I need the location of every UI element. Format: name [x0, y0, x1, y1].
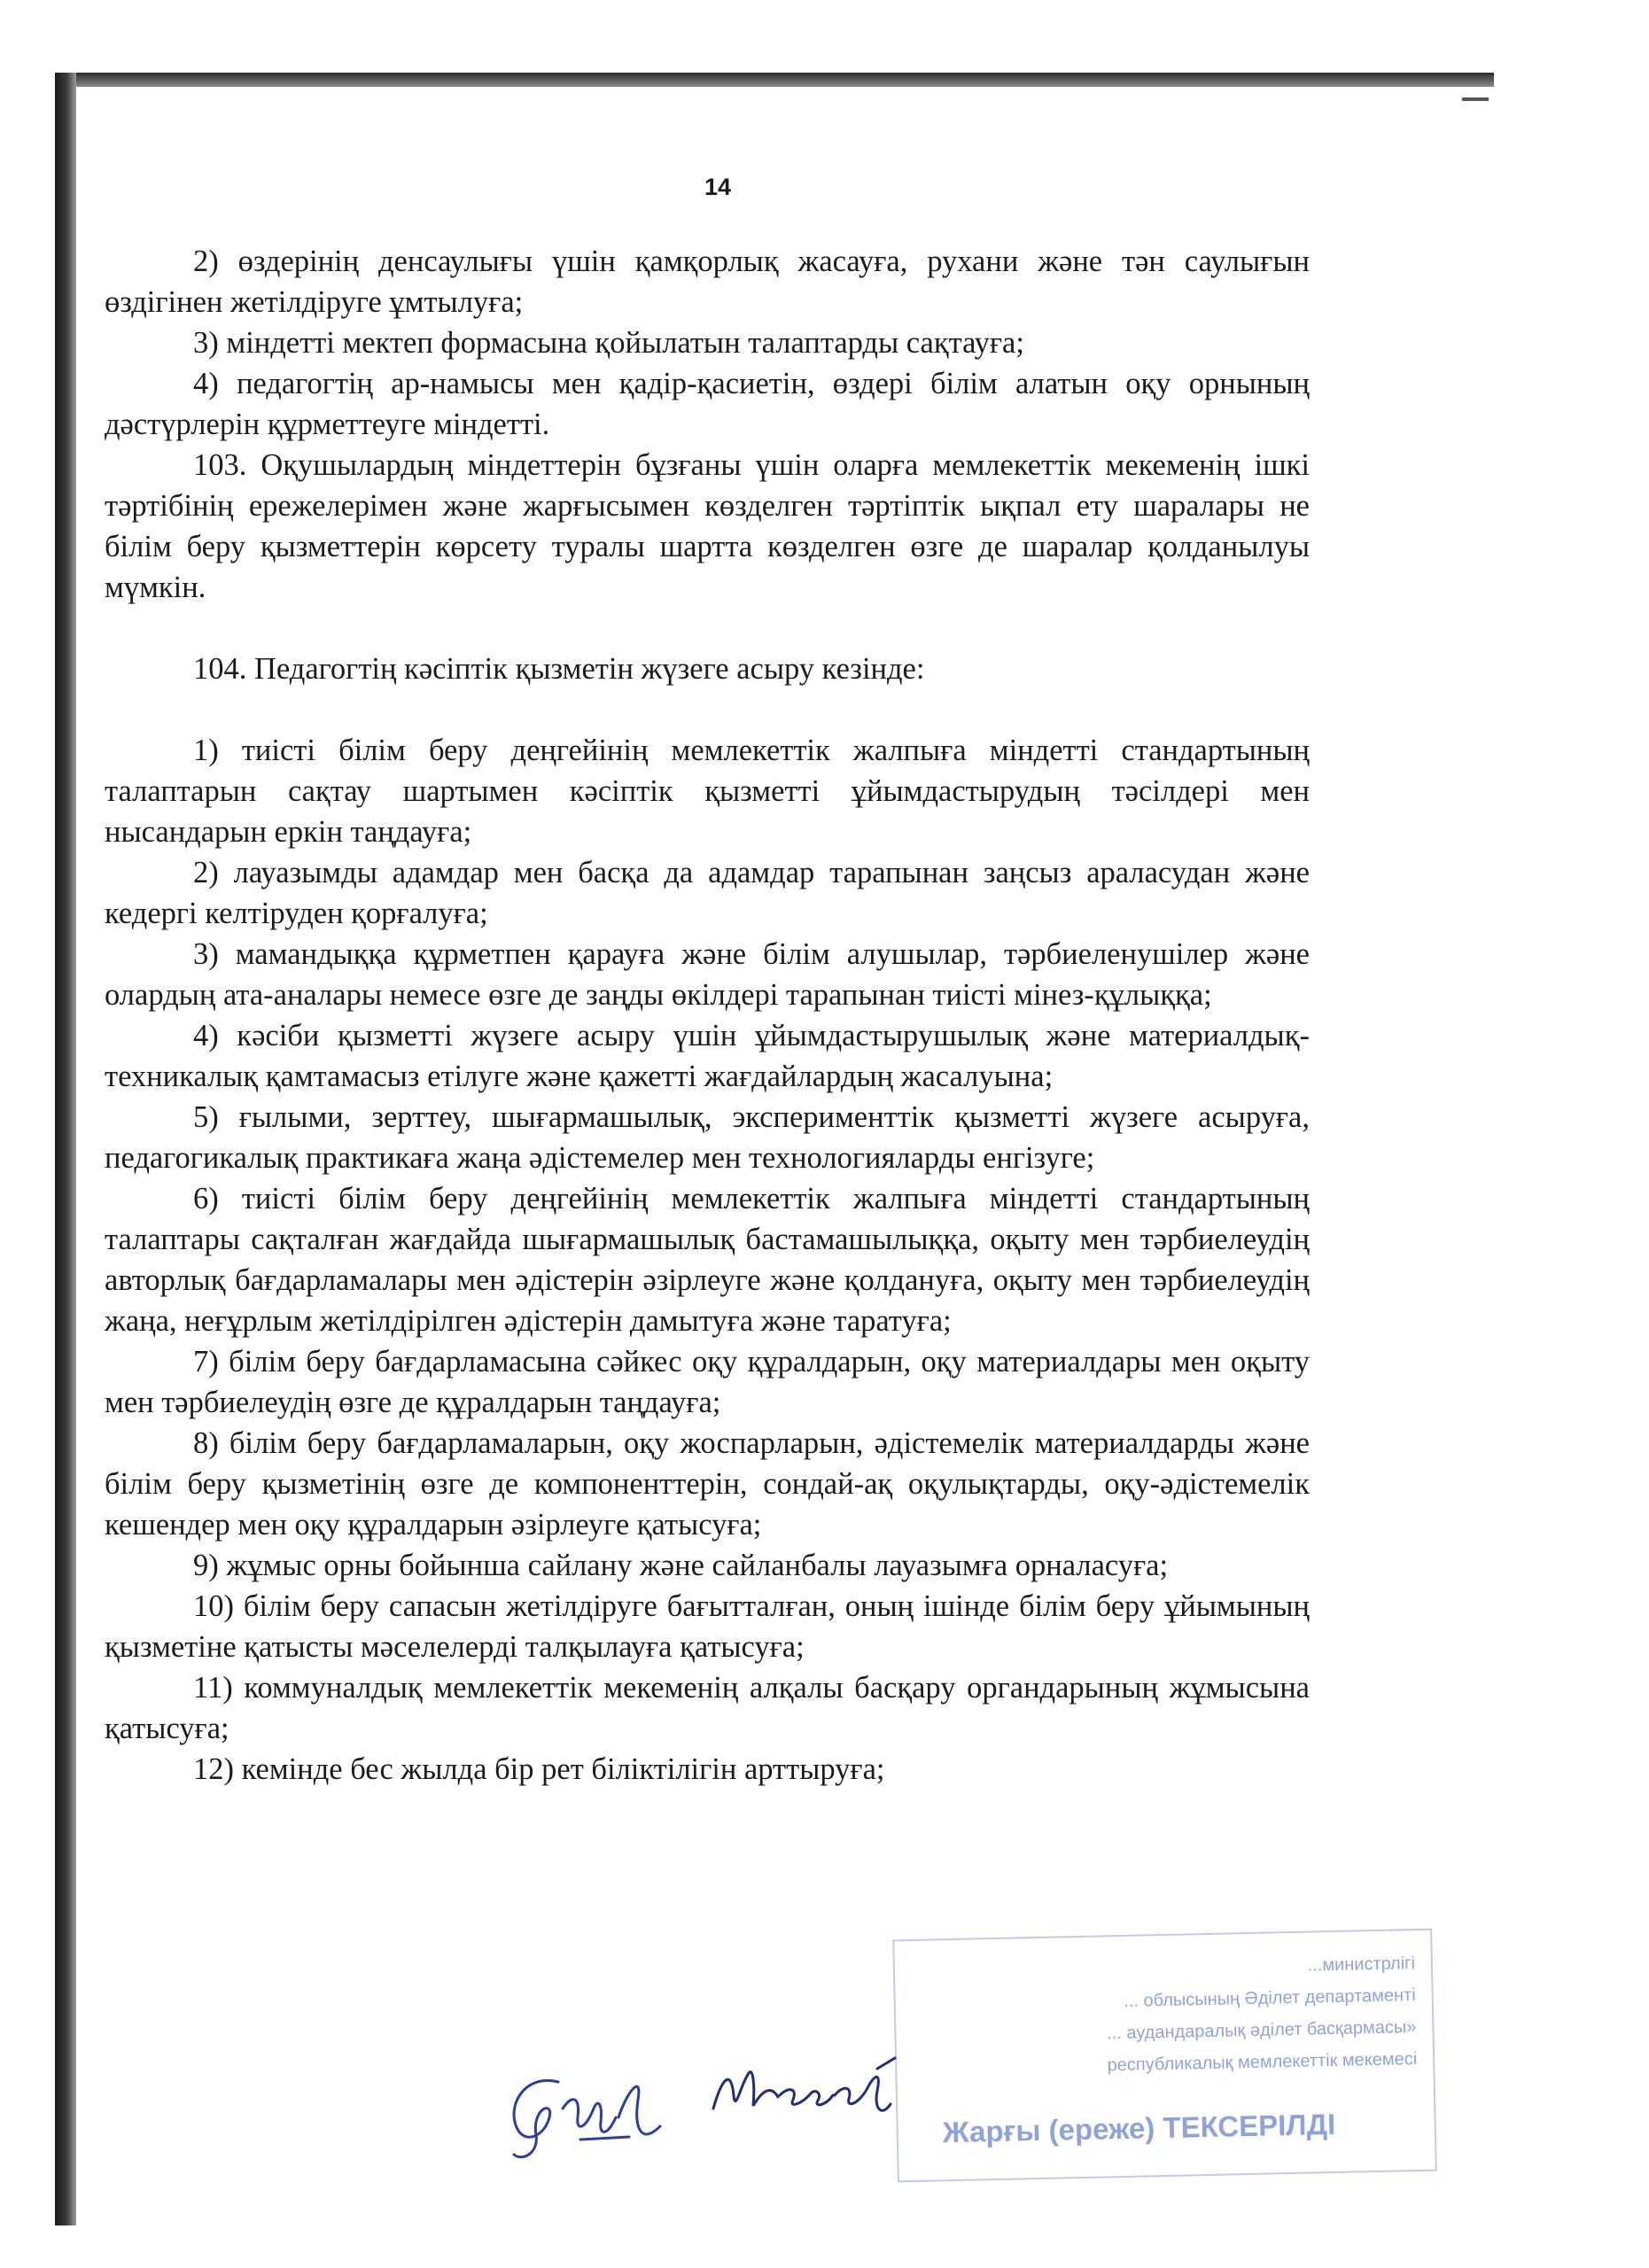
- stamp-title: Жарғы (ереже) ТЕКСЕРІЛДІ: [942, 2107, 1336, 2149]
- paragraph-104-item-11: 11) коммуналдық мемлекеттік мекеменің алқалы басқару органдарының жұмысына қатысуға;: [105, 1671, 1310, 1745]
- paragraph-104-item-10: 10) білім беру сапасын жетілдіруге бағытталған, оның ішінде білім беру ұйымының қызметіне қатысты мәселелерді талқылауға қатысуға;: [105, 1589, 1310, 1664]
- paragraph-item-2: 2) өздерінің денсаулығы үшін қамқорлық жасауға, рухани және тән саулығын өздігінен жетілдіруге ұмтылуға;: [105, 245, 1310, 319]
- stamp-office-line: ... аудандаралық әділет басқармасы»: [1106, 2017, 1417, 2044]
- paragraph-104-heading: 104. Педагогтің кәсіптік қызметін жүзеге асыру кезінде:: [193, 652, 925, 686]
- paragraph-104-item-1: 1) тиісті білім беру деңгейінің мемлекеттік жалпыға міндетті стандартының талаптарын сақтау шартымен кәсіптік қызметті ұйымдастырудың тәсілдері мен нысандарын еркін таңдауға;: [105, 734, 1310, 849]
- paragraph-104-item-8: 8) білім беру бағдарламаларын, оқу жоспарларын, әдістемелік материалдарды және білім беру қызметінің өзге де компоненттерін, сондай-ақ оқулықтарды, оқу-әдістемелік кешендер мен оқу құралдарын әзірлеуге қатысуға;: [105, 1426, 1310, 1542]
- paragraph-104-item-6: 6) тиісті білім беру деңгейінің мемлекеттік жалпыға міндетті стандартының талаптары сақталған жағдайда шығармашылық бастамашылыққа, оқыту мен тәрбиелеудің авторлық бағдарламалары мен әдістерін әзірлеуге және қолдануға, оқыту мен тәрбиелеудің жаңа, неғұрлым жетілдірілген әдістерін дамытуға және таратуға;: [105, 1182, 1310, 1338]
- scan-shadow-left: [55, 73, 76, 2225]
- paragraph-104-item-12: 12) кемінде бес жылда бір рет біліктілігін арттыруға;: [193, 1752, 885, 1786]
- paragraph-item-4: 4) педагогтің ар-намысы мен қадір-қасиетін, өздері білім алатын оқу орнының дәстүрлерін құрметтеуге міндетті.: [105, 367, 1310, 441]
- paragraph-104-item-9: 9) жұмыс орны бойынша сайлану және сайланбалы лауазымға орналасуға;: [193, 1549, 1169, 1582]
- verification-stamp: [892, 1929, 1437, 2183]
- signature-icon: [496, 2055, 682, 2171]
- scan-shadow-top: [76, 73, 1494, 87]
- stamp-department-line: ... облысының Әділет департаменті: [1124, 1985, 1416, 2011]
- paragraph-104-item-5: 5) ғылыми, зерттеу, шығармашылық, эксперименттік қызметті жүзеге асыруға, педагогикалық практикаға жаңа әдістемелер мен технологияларды енгізуге;: [105, 1100, 1310, 1175]
- paragraph-103: 103. Оқушылардың міндеттерін бұзғаны үшін оларға мемлекеттік мекеменің ішкі тәртібінің ережелерімен және жарғысымен көзделген тәртіптік ықпал ету шаралары не білім беру қызметтерін көрсету туралы шартта көзделген өзге де шаралар қолданылуы мүмкін.: [105, 448, 1310, 604]
- stamp-institution-line: республикалық мемлекеттік мекемесі: [1107, 2049, 1418, 2076]
- document-body: [105, 241, 1310, 1790]
- spacer: [105, 689, 1310, 730]
- signature-icon: [700, 2042, 904, 2140]
- scan-mark: [1462, 97, 1489, 101]
- spacer: [105, 608, 1310, 649]
- paragraph-104-item-7: 7) білім беру бағдарламасына сәйкес оқу құралдарын, оқу материалдары мен оқыту мен тәрбиелеудің өзге де құралдарын таңдауға;: [105, 1345, 1310, 1419]
- paragraph-104-item-4: 4) кәсіби қызметті жүзеге асыру үшін ұйымдастырушылық және материалдық-техникалық қамтамасыз етілуге және қажетті жағдайлардың жасалуына;: [105, 1019, 1310, 1093]
- paragraph-item-3: 3) міндетті мектеп формасына қойылатын талаптарды сақтауға;: [193, 326, 1024, 360]
- paragraph-104-item-2: 2) лауазымды адамдар мен басқа да адамдар тарапынан заңсыз араласудан және кедергі келтіруден қорғалуға;: [105, 856, 1310, 930]
- page-number: 14: [704, 174, 732, 200]
- stamp-ministry-line: ...министрлігі: [1307, 1953, 1416, 1976]
- paragraph-104-item-3: 3) мамандыққа құрметпен қарауға және білім алушылар, тәрбиеленушілер және олардың ата-аналары немесе өзге де заңды өкілдері тарапынан тиісті мінез-құлыққа;: [105, 937, 1310, 1012]
